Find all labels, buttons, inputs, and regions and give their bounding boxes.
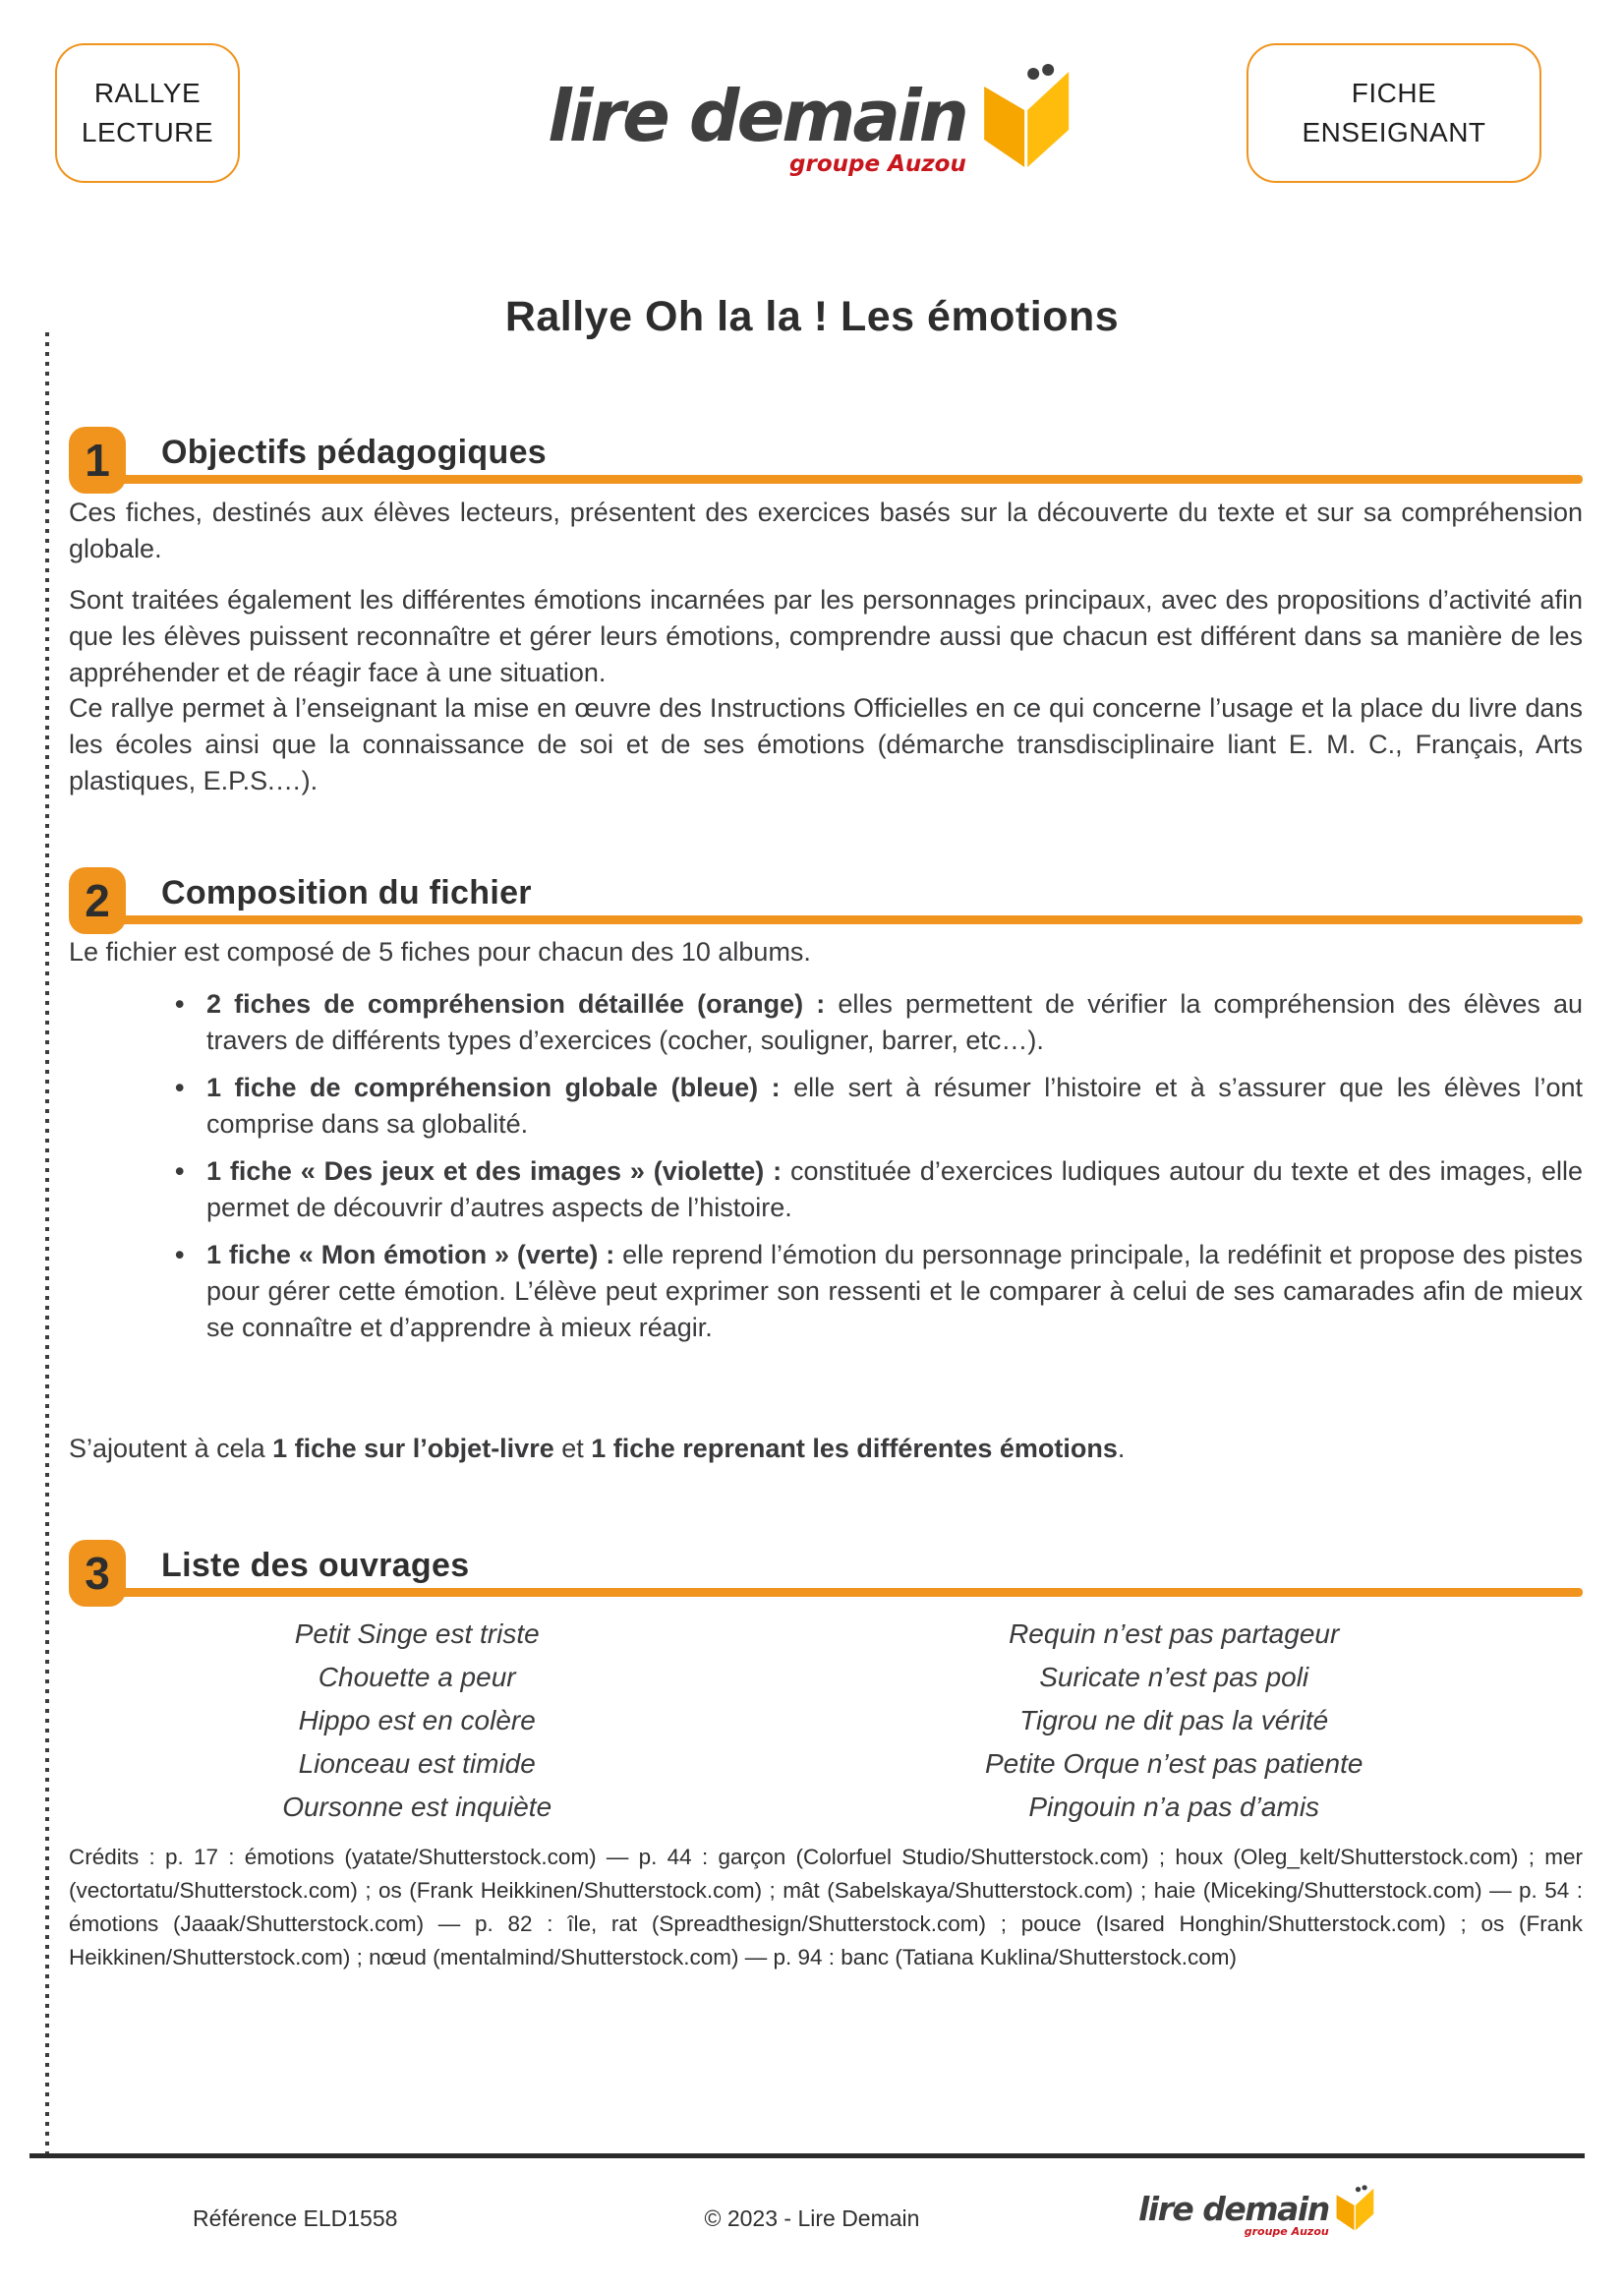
book-list-right-column	[765, 1613, 1583, 1829]
bullet-glyph: •	[175, 1156, 185, 1186]
bullet-1-text	[206, 986, 1583, 1059]
bullet-2-body: elle sert à résumer l’histoire et à s’assurer que les élèves l’ont comprise dans sa globalité.	[206, 1073, 1583, 1139]
book-list	[69, 1613, 1583, 1829]
section-3-title: Liste des ouvrages	[161, 1547, 470, 1584]
logo-text-block	[548, 75, 966, 177]
list-item	[175, 1070, 1583, 1143]
book-title: Oursonne est inquiète	[282, 1792, 552, 1822]
book-title: Petite Orque n’est pas patiente	[984, 1748, 1363, 1779]
footer-logo-text-block	[1138, 2190, 1329, 2238]
bullet-2-bold: 1 fiche de compréhension globale (bleue) :	[206, 1073, 794, 1102]
book-title: Petit Singe est triste	[294, 1618, 540, 1649]
section-2-number-badge: 2	[69, 867, 126, 934]
footer-logo-wordmark: lire demain	[1138, 2190, 1329, 2228]
footer-lire-demain-logo	[1138, 2183, 1377, 2238]
outro-bold-1: 1 fiche sur l’objet-livre	[272, 1434, 554, 1463]
book-title: Tigrou ne dit pas la vérité	[1019, 1705, 1329, 1735]
composition-intro: Le fichier est composé de 5 fiches pour chacun des 10 albums.	[69, 937, 811, 967]
bullet-2-text	[206, 1070, 1583, 1143]
book-list-left-column	[69, 1613, 765, 1829]
bullet-4-body: elle reprend l’émotion du personnage principale, la redéfinit et propose des pistes pour gérer cette émotion. L’élève peut exprimer son ressenti et le comparer à celui de ses camarades afin de mieux se connaître et d’apprendre à mieux réagir.	[206, 1240, 1583, 1342]
bullet-3-body: constituée d’exercices ludiques autour du texte et des images, elle permet de découvrir d’autres aspects de l’histoire.	[206, 1156, 1583, 1222]
bullet-glyph: •	[175, 1240, 185, 1269]
list-item	[175, 1153, 1583, 1226]
footer-copyright: © 2023 - Lire Demain	[704, 2205, 920, 2231]
lire-demain-logo	[548, 59, 1076, 177]
bullet-1-bold: 2 fiches de compréhension détaillée (orange) :	[206, 989, 839, 1019]
objectifs-paragraph-2: Sont traitées également les différentes émotions incarnées par les personnages principaux, avec des propositions d’activité afin que les élèves puissent reconnaître et gérer leurs émotions, comprendre aussi que chacun est différent dans sa manière de les appréhender et de réagir face à une situation.	[69, 585, 1583, 687]
fiche-enseignant-line2: ENSEIGNANT	[1302, 117, 1486, 147]
rallye-lecture-line2: LECTURE	[81, 117, 214, 147]
rallye-lecture-line1: RALLYE	[93, 78, 202, 108]
objectifs-paragraph-3: Ce rallye permet à l’enseignant la mise en œuvre des Instructions Officielles en ce qui concerne l’usage et la place du livre dans les écoles ainsi que la connaissance de soi et de ses émotions (démarche transdisciplinaire liant E. M. C., Français, Arts plastiques, E.P.S.…).	[69, 693, 1583, 795]
bullet-3-text	[206, 1153, 1583, 1226]
section-3-underline	[102, 1588, 1583, 1597]
bullet-3-bold: 1 fiche « Des jeux et des images » (violette) :	[206, 1156, 790, 1186]
bullet-4-bold: 1 fiche « Mon émotion » (verte) :	[206, 1240, 623, 1269]
open-book-logo-icon	[1332, 2183, 1377, 2232]
bullet-4-text	[206, 1237, 1583, 1346]
outro-bold-2: 1 fiche reprenant les différentes émotions	[591, 1434, 1118, 1463]
left-dotted-rule	[45, 332, 49, 2153]
section-1-title: Objectifs pédagogiques	[161, 434, 547, 471]
logo-wordmark: lire demain	[548, 75, 966, 157]
section-3-number-badge: 3	[69, 1540, 126, 1607]
footer-reference: Référence ELD1558	[193, 2205, 398, 2231]
rallye-lecture-badge	[55, 43, 240, 183]
fiche-enseignant-line1: FICHE	[1351, 78, 1437, 108]
book-title: Hippo est en colère	[298, 1705, 536, 1735]
book-title: Pingouin n’a pas d’amis	[1028, 1792, 1320, 1822]
footer-divider	[29, 2153, 1585, 2158]
list-item	[175, 1237, 1583, 1346]
credits-text: Crédits : p. 17 : émotions (yatate/Shutterstock.com) — p. 44 : garçon (Colorfuel Studio/Shutterstock.com) ; houx (Oleg_kelt/Shutterstock.com) ; mer (vectortatu/Shutterstock.com) ; os (Frank Heikkinen/Shutterstock.com) ; mât (Sabelskaya/Shutterstock.com) ; haie (Miceking/Shutterstock.com) — p. 54 : émotions (Jaaak/Shutterstock.com) — p. 82 : île, rat (Spreadthesign/Shutterstock.com) ; pouce (Isared Honghin/Shutterstock.com) ; os (Frank Heikkinen/Shutterstock.com) ; nœud (mentalmind/Shutterstock.com) — p. 94 : banc (Tatiana Kuklina/Shutterstock.com)	[69, 1845, 1583, 1969]
outro-suffix: .	[1117, 1434, 1126, 1463]
book-title: Requin n’est pas partageur	[1009, 1618, 1340, 1649]
book-title: Lionceau est timide	[298, 1748, 536, 1779]
page-title: Rallye Oh la la ! Les émotions	[504, 293, 1120, 340]
fiche-enseignant-badge	[1247, 43, 1541, 183]
objectifs-paragraph-1: Ces fiches, destinés aux élèves lecteurs, présentent des exercices basés sur la découverte du texte et sur sa compréhension globale.	[69, 498, 1583, 563]
composition-outro	[69, 1431, 1583, 1467]
section-1-underline	[102, 475, 1583, 484]
bullet-1-body: elles permettent de vérifier la compréhension des élèves au travers de différents types d’exercices (cocher, souligner, barrer, etc…).	[206, 989, 1583, 1055]
footer-logo-groupe-auzou: groupe Auzou	[1244, 2225, 1329, 2238]
bullet-glyph: •	[175, 989, 185, 1019]
logo-groupe-auzou: groupe Auzou	[789, 151, 966, 177]
section-2-underline	[102, 915, 1583, 924]
section-1-header	[69, 417, 1583, 486]
outro-prefix: S’ajoutent à cela	[69, 1434, 273, 1463]
list-item	[175, 986, 1583, 1059]
section-3-header	[69, 1530, 1583, 1599]
open-book-logo-icon	[974, 59, 1076, 171]
outro-middle: et	[553, 1434, 592, 1463]
composition-bullet-list	[175, 986, 1583, 1357]
bullet-glyph: •	[175, 1073, 185, 1102]
section-1-number-badge: 1	[69, 427, 126, 494]
book-title: Suricate n’est pas poli	[1039, 1662, 1309, 1692]
book-title: Chouette a peur	[318, 1662, 516, 1692]
section-2-title: Composition du fichier	[161, 874, 532, 911]
section-2-header	[69, 857, 1583, 926]
